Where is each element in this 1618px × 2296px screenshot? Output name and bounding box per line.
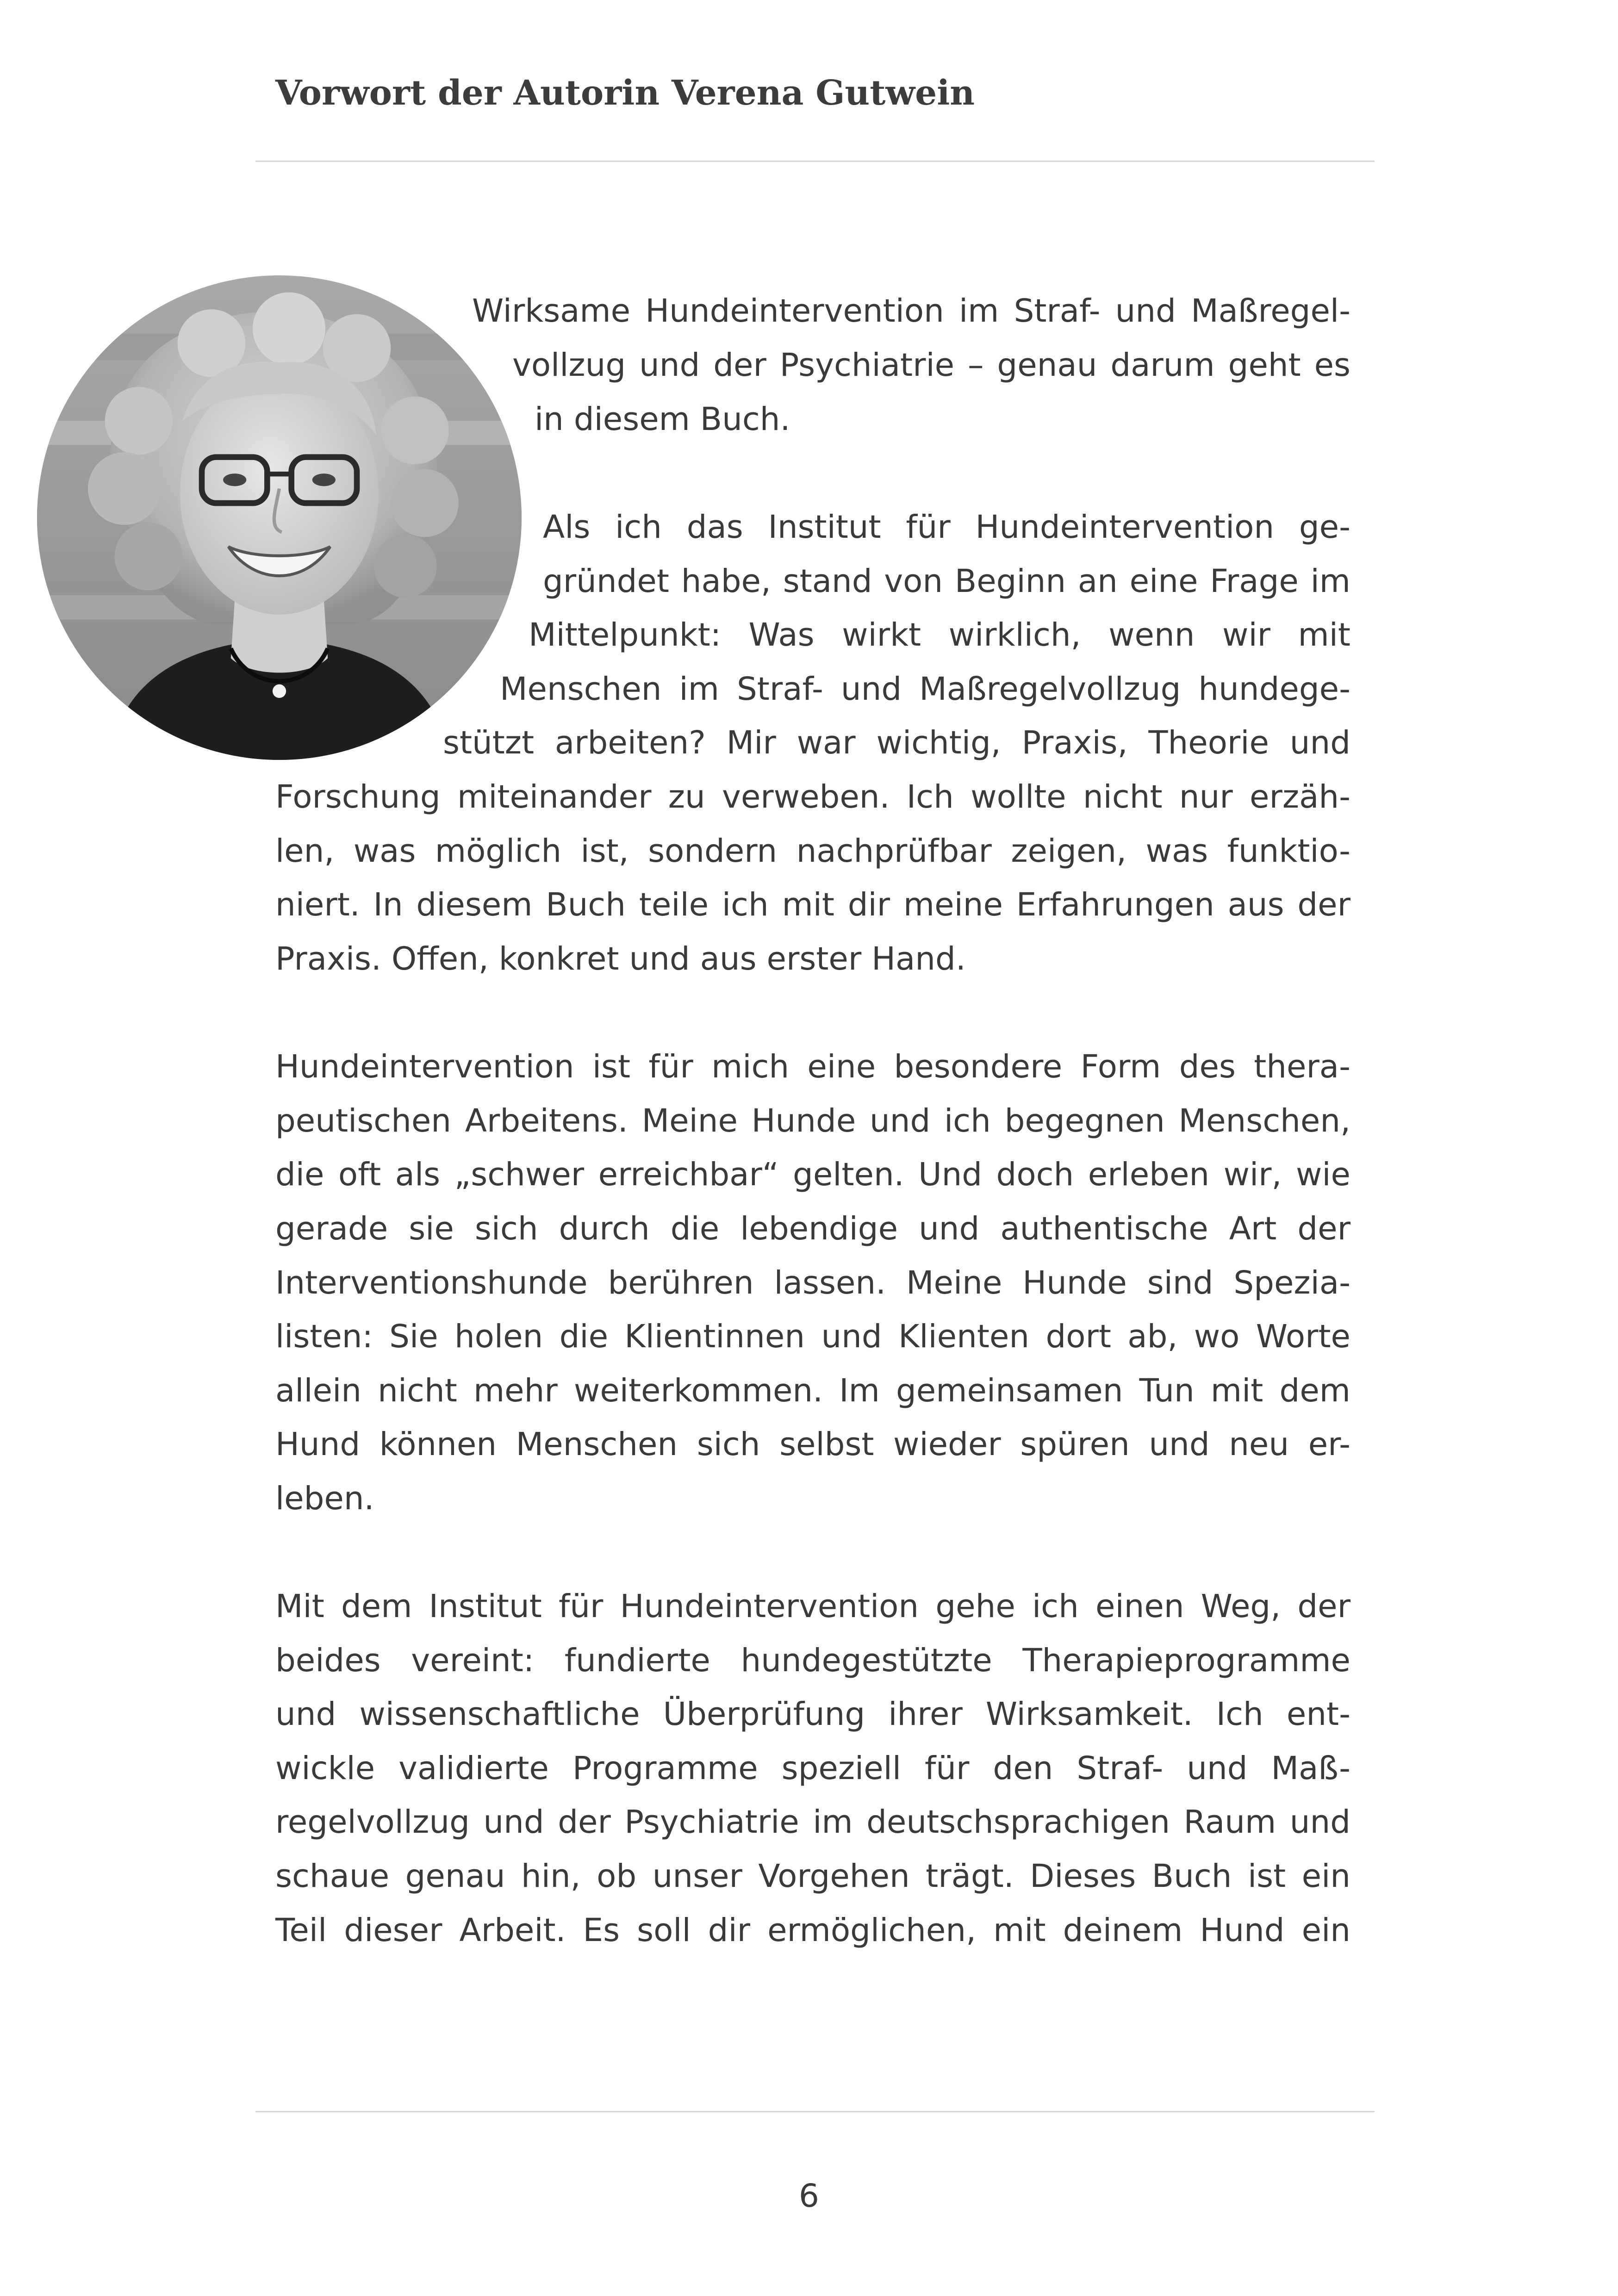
- body-line-19: allein nicht mehr weiterkommen. Im gemeinsamen Tun mit dem: [275, 1372, 1350, 1409]
- body-line-11: niert. In diesem Buch teile ich mit dir meine Erfahrungen aus der: [275, 886, 1350, 923]
- body-line-5: gründet habe, stand von Beginn an eine Frage im: [543, 563, 1350, 600]
- body-line-25: wickle validierte Programme speziell für den Straf- und Maß-: [275, 1750, 1350, 1787]
- body-line-18: listen: Sie holen die Klientinnen und Klienten dort ab, wo Worte: [275, 1318, 1350, 1355]
- body-line-4: Als ich das Institut für Hundeintervention ge-: [543, 509, 1350, 546]
- body-line-23: beides vereint: fundierte hundegestützte Therapieprogramme: [275, 1642, 1350, 1679]
- body-line-6: Mittelpunkt: Was wirkt wirklich, wenn wir mit: [529, 616, 1350, 653]
- portrait-image: [37, 275, 522, 760]
- body-line-1: Wirksame Hundeintervention im Straf- und Maßregel-: [472, 292, 1350, 330]
- body-line-12: Praxis. Offen, konkret und aus erster Hand.: [275, 940, 966, 977]
- body-line-15: die oft als „schwer erreichbar“ gelten. Und doch erleben wir, wie: [275, 1156, 1350, 1193]
- body-line-14: peutischen Arbeitens. Meine Hunde und ich begegnen Menschen,: [275, 1102, 1350, 1139]
- body-line-26: regelvollzug und der Psychiatrie im deutschsprachigen Raum und: [275, 1804, 1350, 1841]
- body-line-8: stützt arbeiten? Mir war wichtig, Praxis, Theorie und: [443, 724, 1350, 761]
- page-number: 6: [799, 2178, 819, 2215]
- body-line-3: in diesem Buch.: [535, 401, 790, 438]
- footer-divider: [255, 2111, 1375, 2112]
- author-portrait-photo: [37, 275, 522, 760]
- running-header-title: Vorwort der Autorin Verena Gutwein: [275, 73, 975, 113]
- body-line-24: und wissenschaftliche Überprüfung ihrer Wirksamkeit. Ich ent-: [275, 1696, 1350, 1733]
- body-line-2: vollzug und der Psychiatrie – genau darum geht es: [512, 347, 1350, 384]
- body-line-20: Hund können Menschen sich selbst wieder spüren und neu er-: [275, 1426, 1350, 1463]
- body-line-10: len, was möglich ist, sondern nachprüfbar zeigen, was funktio-: [275, 833, 1350, 870]
- body-line-17: Interventionshunde berühren lassen. Meine Hunde sind Spezia-: [275, 1264, 1350, 1301]
- body-line-16: gerade sie sich durch die lebendige und authentische Art der: [275, 1210, 1350, 1247]
- body-line-27: schaue genau hin, ob unser Vorgehen trägt. Dieses Buch ist ein: [275, 1858, 1350, 1895]
- body-line-28: Teil dieser Arbeit. Es soll dir ermöglichen, mit deinem Hund ein: [275, 1912, 1350, 1949]
- body-line-21: leben.: [275, 1480, 374, 1517]
- header-divider: [255, 161, 1375, 162]
- body-line-9: Forschung miteinander zu verweben. Ich wollte nicht nur erzäh-: [275, 778, 1350, 815]
- body-line-13: Hundeintervention ist für mich eine besondere Form des thera-: [275, 1048, 1350, 1085]
- body-line-22: Mit dem Institut für Hundeintervention gehe ich einen Weg, der: [275, 1588, 1350, 1625]
- body-line-7: Menschen im Straf- und Maßregelvollzug hundege-: [500, 671, 1350, 708]
